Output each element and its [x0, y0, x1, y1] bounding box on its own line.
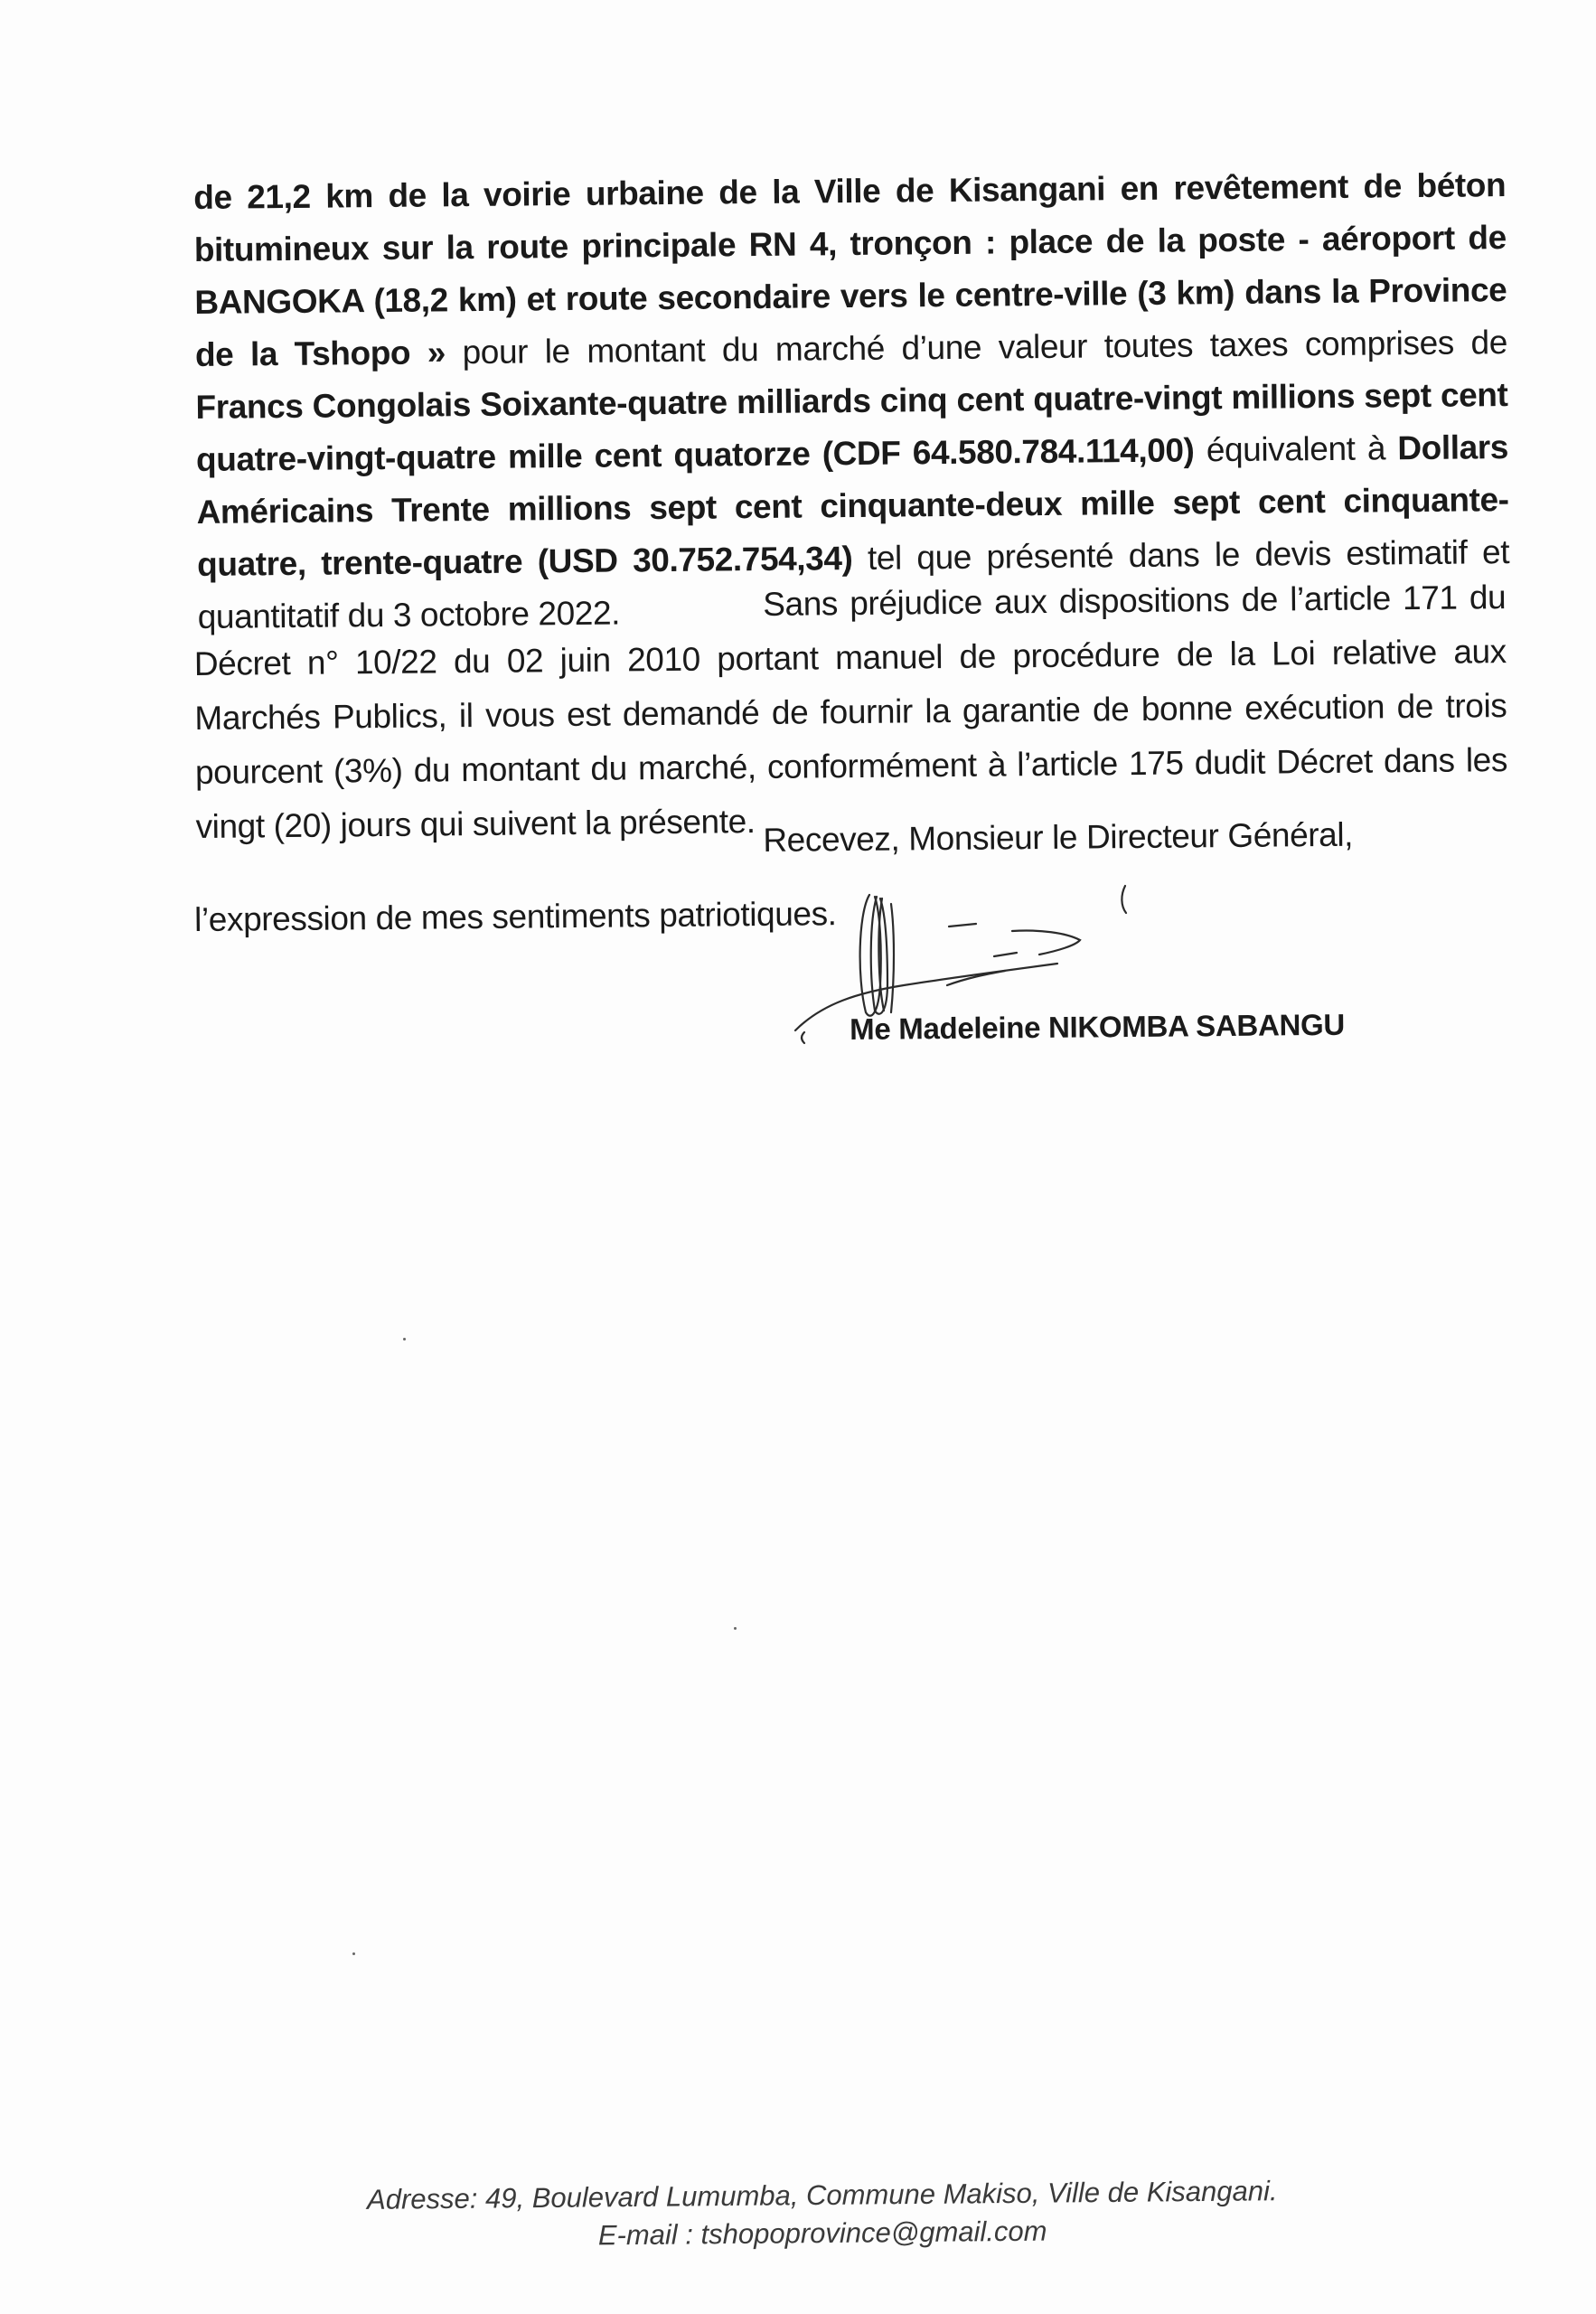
- signatory-name: Me Madeleine NIKOMBA SABANGU: [850, 1007, 1346, 1046]
- scan-speck: [734, 1627, 737, 1630]
- footer-email: E-mail : tshopoprovince@gmail.com: [597, 2215, 1047, 2252]
- amount-cdf: Francs Congolais Soixante-quatre milliards cinq cent quatre-vingt millions sept cent quatre-vingt-quatre mille cent quatorze (CDF 64.580.784.114,00): [195, 376, 1508, 478]
- signature-block: [768, 877, 1401, 1076]
- amount-usd: Dollars Américains Trente millions sept cent cinquante-deux mille sept cent cinquante-quatre, trente-quatre (USD 30.752.754,34): [196, 428, 1509, 583]
- closing-formula: Recevez, Monsieur le Directeur Général, l’expression de mes sentiments patriotiques.: [193, 815, 1354, 938]
- equivalent-text: équivalent à: [1194, 429, 1398, 469]
- amount-intro: pour le montant du marché d’une valeur toutes taxes comprises de: [445, 324, 1508, 372]
- paragraph-contract-amount: [193, 159, 1510, 644]
- scan-speck: [403, 1338, 406, 1340]
- footer: [343, 2172, 1302, 2257]
- project-description: de 21,2 km de la voirie urbaine de la Ville de Kisangani en revêtement de béton bitumineux sur la route principale RN 4, tronçon : place de la poste - aéroport de BANGOKA (18,2 km) et route secondaire vers le centre-ville (3 km) dans la Province de la Tshopo »: [193, 166, 1507, 373]
- scan-speck: [352, 1952, 355, 1955]
- footer-address: Adresse: 49, Boulevard Lumumba, Commune Makiso, Ville de Kisangani.: [366, 2175, 1278, 2215]
- estimate-reference: tel que présenté dans le devis estimatif et quantitatif du 3 octobre 2022.: [197, 533, 1510, 635]
- paragraph-guarantee: Sans préjudice aux dispositions de l’article 171 du Décret n° 10/22 du 02 juin 2010 portant manuel de procédure de la Loi relative aux Marchés Publics, il vous est demandé de fournir la garantie de bonne exécution de trois pourcent (3%) du montant du marché, conformément à l’article 175 dudit Décret dans les vingt (20) jours qui suivent la présente.: [193, 578, 1508, 845]
